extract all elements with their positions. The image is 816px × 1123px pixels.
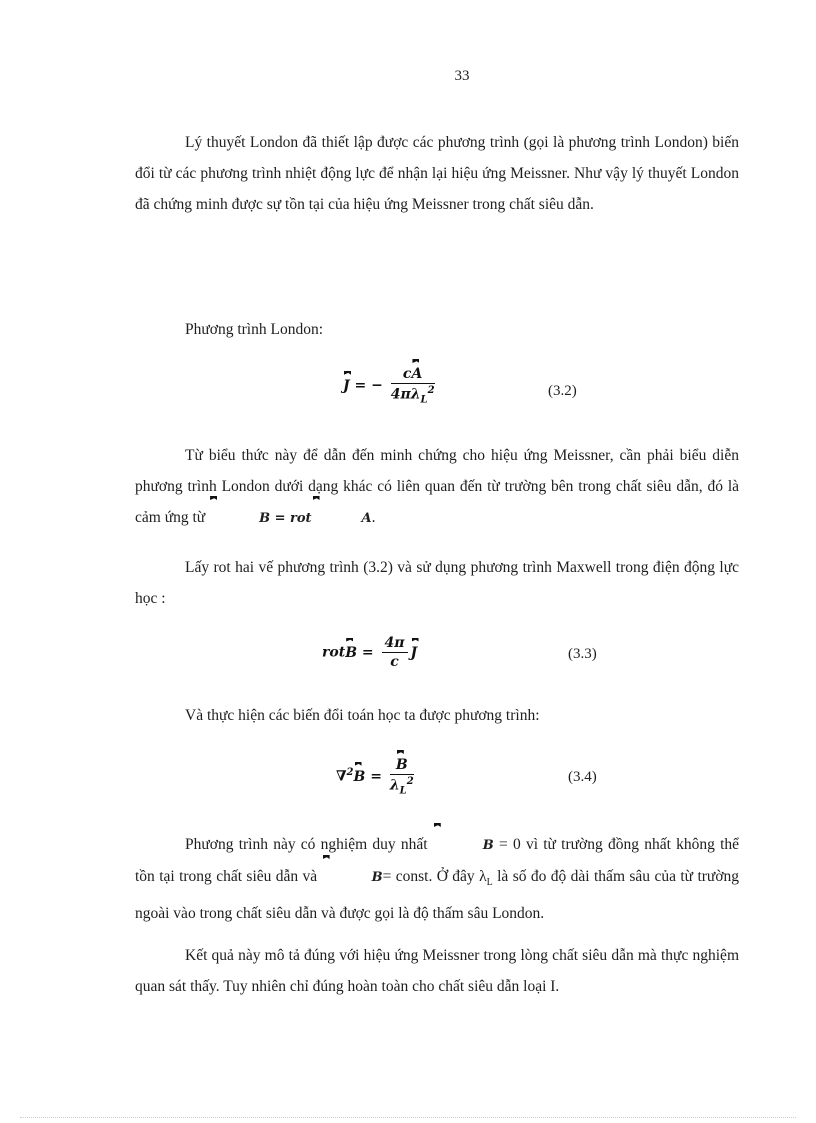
- equation-3-3: rotB = $\frac{4\pi}{c}$ J: [322, 635, 418, 670]
- paragraph-meissner-proof-text: Từ biểu thức này để dẫn đến minh chứng cho hiệu ứng Meissner, cần phải biểu diễn phương trình London dưới dạng khác có liên quan đến từ trường bên trong chất siêu dẫn, đó là cảm ứng từ: [135, 447, 739, 526]
- paragraph-solution-part-c: = const. Ở đây: [382, 868, 475, 885]
- inline-vector-b-const: B: [322, 870, 383, 885]
- paragraph-solution: [135, 829, 739, 929]
- paragraph-london-equation-intro: Phương trình London:: [185, 321, 324, 338]
- equation-number-3-3: (3.3): [568, 646, 597, 662]
- paragraph-transform: Và thực hiện các biến đổi toán học ta được phương trình:: [185, 707, 540, 724]
- page-number: 33: [454, 68, 470, 84]
- paragraph-solution-part-b: = 0 vì từ trường đồng nhất không thể tồn tại trong chất siêu dẫn và: [135, 836, 740, 885]
- equation-number-3-4: (3.4): [568, 769, 597, 785]
- inline-formula-b-rot-a: B = rot A: [209, 511, 372, 526]
- inline-vector-b: B: [433, 838, 494, 853]
- paragraph-meissner-proof: [135, 440, 739, 534]
- page-bottom-divider: [20, 1117, 796, 1118]
- paragraph-meissner-proof-end: .: [371, 509, 376, 526]
- equation-3-4: ∇$^2$B = $\frac{B}{\lambda_L^2}$: [336, 757, 414, 797]
- paragraph-conclusion: Kết quả này mô tả đúng với hiệu ứng Meissner trong lòng chất siêu dẫn mà thực nghiệm quan sát thấy. Tuy nhiên chỉ đúng hoàn toàn cho chất siêu dẫn loại I.: [135, 947, 739, 995]
- paragraph-solution-part-d: là số đo độ dài thấm sâu của từ trường ngoài vào trong chất siêu dẫn và được gọi là độ thấm sâu London.: [135, 868, 740, 923]
- equation-3-2: J = − $\frac{cA}{4\pi\lambda_L^2}$: [343, 366, 435, 406]
- paragraph-solution-part-a: Phương trình này có nghiệm duy nhất: [185, 836, 428, 853]
- paragraph-london-theory: Lý thuyết London đã thiết lập được các phương trình (gọi là phương trình London) biến đổi từ các phương trình nhiệt động lực để nhận lại hiệu ứng Meissner. Như vậy lý thuyết London đã chứng minh được sự tồn tại của hiệu ứng Meissner trong chất siêu dẫn.: [135, 134, 739, 213]
- inline-lambda-l: $\lambda_L$: [479, 868, 493, 889]
- paragraph-rot-maxwell: Lấy rot hai vế phương trình (3.2) và sử dụng phương trình Maxwell trong điện động lực học :: [135, 559, 739, 607]
- equation-number-3-2: (3.2): [548, 383, 577, 399]
